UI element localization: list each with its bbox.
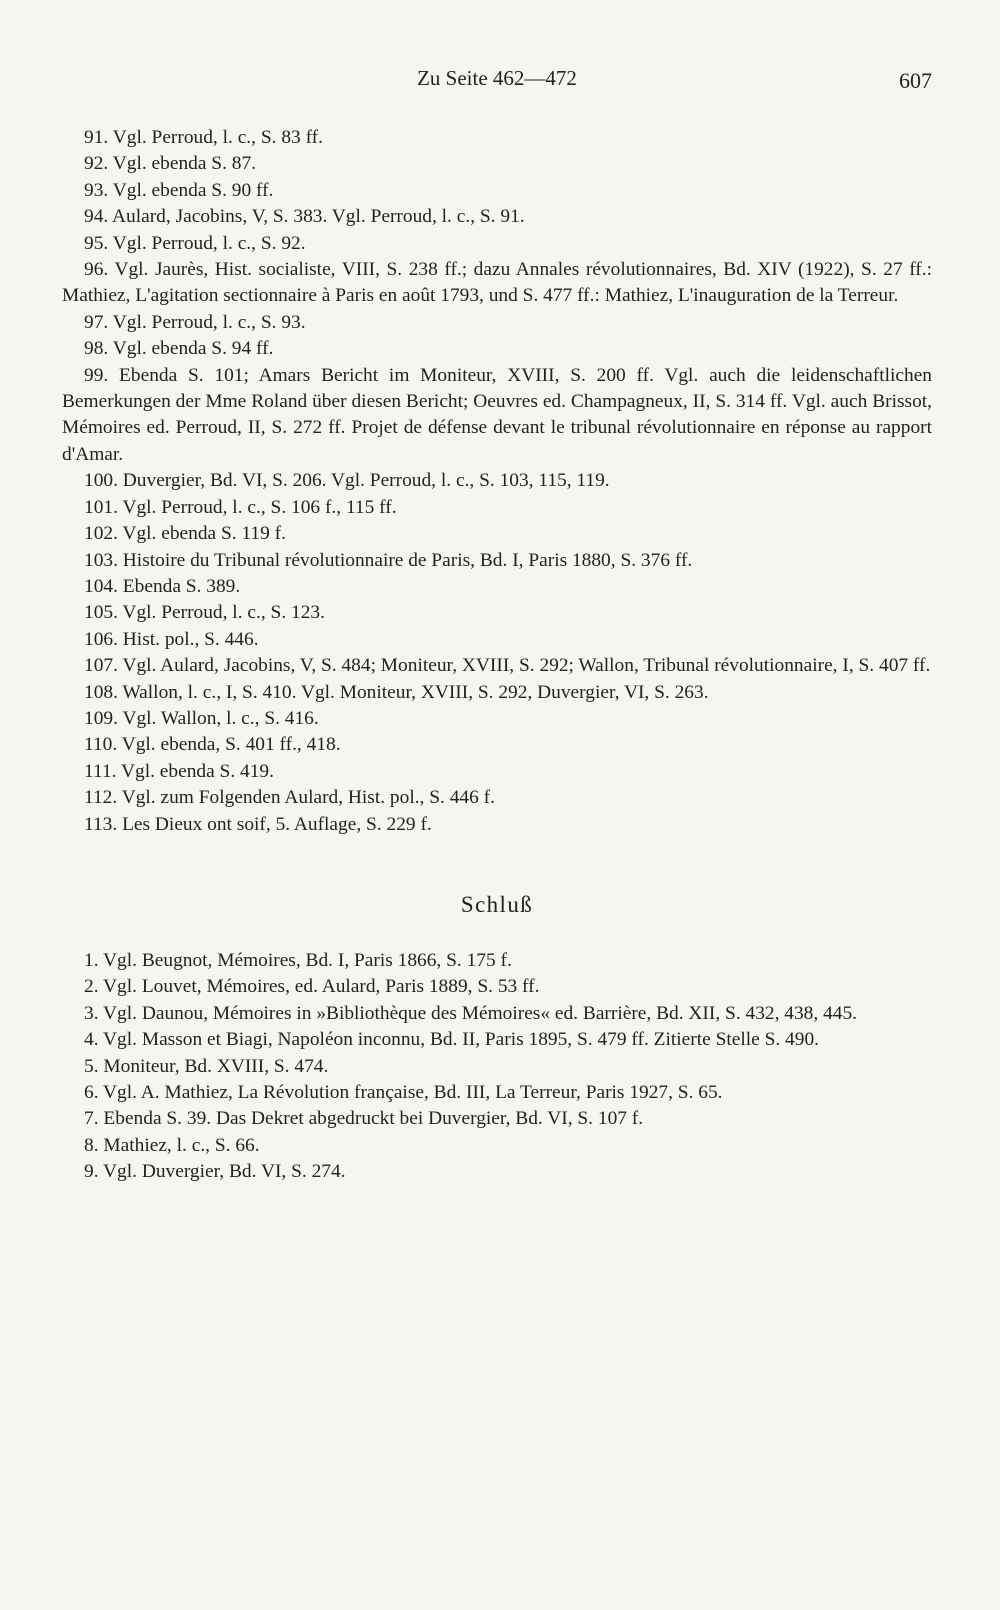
note-item	[62, 548, 932, 574]
note-number: 108.	[84, 681, 118, 703]
note-text: Mathiez, l. c., S. 66.	[103, 1134, 260, 1156]
note-item	[62, 363, 932, 469]
note-number: 9.	[84, 1161, 99, 1183]
note-text: Aulard, Jacobins, V, S. 383. Vgl. Perroud, l. c., S. 91.	[112, 206, 525, 228]
note-item	[62, 1106, 932, 1132]
endnotes	[62, 125, 932, 1186]
note-text: Vgl. ebenda S. 87.	[112, 153, 257, 175]
note-text: Vgl. Daunou, Mémoires in »Bibliothèque des Mémoires« ed. Barrière, Bd. XII, S. 432, 438, 445.	[103, 1002, 858, 1024]
running-head: Zu Seite 462—472	[417, 66, 577, 90]
note-item	[62, 812, 932, 838]
note-text: Vgl. Masson et Biagi, Napoléon inconnu, Bd. II, Paris 1895, S. 479 ff. Zitierte Stelle S. 490.	[103, 1029, 819, 1051]
note-item	[62, 204, 932, 230]
note-number: 111.	[84, 760, 117, 782]
page-header	[62, 66, 932, 96]
note-number: 4.	[84, 1029, 99, 1051]
note-number: 99.	[84, 364, 109, 386]
note-number: 93.	[84, 179, 109, 201]
note-number: 8.	[84, 1134, 99, 1156]
note-number: 98.	[84, 338, 109, 360]
note-item	[62, 1054, 932, 1080]
note-text: Vgl. ebenda S. 90 ff.	[112, 179, 274, 201]
note-number: 97.	[84, 311, 109, 333]
note-text: Vgl. ebenda S. 94 ff.	[112, 338, 274, 360]
note-number: 109.	[84, 707, 118, 729]
note-text: Vgl. Perroud, l. c., S. 123.	[122, 602, 325, 624]
section-title: Schluß	[460, 891, 534, 917]
note-text: Ebenda S. 39. Das Dekret abgedruckt bei Duvergier, Bd. VI, S. 107 f.	[103, 1108, 644, 1130]
note-item	[62, 785, 932, 811]
note-item	[62, 336, 932, 362]
note-number: 110.	[84, 734, 118, 756]
note-item	[62, 759, 932, 785]
note-text: Duvergier, Bd. VI, S. 206. Vgl. Perroud, l. c., S. 103, 115, 119.	[122, 470, 610, 492]
note-number: 101.	[84, 496, 118, 518]
note-text: Vgl. Perroud, l. c., S. 92.	[112, 232, 306, 254]
endnotes-conclusion-list	[62, 948, 932, 1186]
note-number: 105.	[84, 602, 118, 624]
note-item	[62, 257, 932, 310]
note-text: Hist. pol., S. 446.	[122, 628, 259, 650]
note-number: 104.	[84, 575, 118, 597]
note-item	[62, 468, 932, 494]
note-text: Vgl. Beugnot, Mémoires, Bd. I, Paris 1866, S. 175 f.	[103, 949, 512, 971]
note-text: Moniteur, Bd. XVIII, S. 474.	[103, 1055, 329, 1077]
note-number: 112.	[84, 787, 118, 809]
note-item	[62, 1027, 932, 1053]
note-number: 7.	[84, 1108, 99, 1130]
note-number: 92.	[84, 153, 109, 175]
note-item	[62, 627, 932, 653]
note-text: Vgl. Wallon, l. c., S. 416.	[122, 707, 319, 729]
note-item	[62, 653, 932, 679]
note-number: 96.	[84, 259, 109, 281]
note-item	[62, 948, 932, 974]
note-text: Vgl. Perroud, l. c., S. 93.	[112, 311, 306, 333]
note-text: Vgl. Jaurès, Hist. socialiste, VIII, S. 238 ff.; dazu Annales révolutionnaires, Bd. XIV (1922), S. 27 ff.: Mathiez, L'agitation sectionnaire à Paris en août 1793, und S. 477 ff.: Mathiez, L'inauguration de la Terreur.	[62, 259, 932, 307]
note-number: 103.	[84, 549, 118, 571]
note-text: Vgl. ebenda S. 419.	[121, 760, 274, 782]
note-item	[62, 1001, 932, 1027]
note-text: Histoire du Tribunal révolutionnaire de Paris, Bd. I, Paris 1880, S. 376 ff.	[122, 549, 693, 571]
note-text: Ebenda S. 389.	[122, 575, 241, 597]
note-item	[62, 178, 932, 204]
note-item	[62, 680, 932, 706]
page-number: 607	[899, 68, 932, 93]
note-number: 1.	[84, 949, 99, 971]
note-text: Wallon, l. c., I, S. 410. Vgl. Moniteur, XVIII, S. 292, Duvergier, VI, S. 263.	[122, 681, 709, 703]
note-item	[62, 574, 932, 600]
note-text: Vgl. ebenda, S. 401 ff., 418.	[121, 734, 341, 756]
note-text: Vgl. Aulard, Jacobins, V, S. 484; Moniteur, XVIII, S. 292; Wallon, Tribunal révolutionnaire, I, S. 407 ff.	[122, 655, 931, 677]
note-text: Vgl. ebenda S. 119 f.	[122, 523, 286, 545]
note-item	[62, 310, 932, 336]
note-item	[62, 974, 932, 1000]
note-number: 106.	[84, 628, 118, 650]
note-item	[62, 231, 932, 257]
note-text: Vgl. A. Mathiez, La Révolution française, Bd. III, La Terreur, Paris 1927, S. 65.	[103, 1082, 723, 1103]
note-item	[62, 732, 932, 758]
note-text: Vgl. Louvet, Mémoires, ed. Aulard, Paris 1889, S. 53 ff.	[103, 976, 540, 998]
note-text: Vgl. Perroud, l. c., S. 83 ff.	[112, 127, 323, 148]
note-item	[62, 1080, 932, 1106]
note-number: 2.	[84, 976, 99, 998]
note-text: Vgl. Duvergier, Bd. VI, S. 274.	[103, 1161, 346, 1183]
note-text: Les Dieux ont soif, 5. Auflage, S. 229 f.	[122, 813, 432, 835]
note-text: Vgl. Perroud, l. c., S. 106 f., 115 ff.	[122, 496, 397, 518]
note-number: 100.	[84, 470, 118, 492]
note-number: 91.	[84, 127, 109, 148]
note-item	[62, 1133, 932, 1159]
note-number: 107.	[84, 655, 118, 677]
note-number: 6.	[84, 1082, 99, 1103]
note-number: 113.	[84, 813, 118, 835]
note-item	[62, 151, 932, 177]
note-text: Ebenda S. 101; Amars Bericht im Moniteur, XVIII, S. 200 ff. Vgl. auch die leidenschaftlichen Bemerkungen der Mme Roland über diesen Bericht; Oeuvres ed. Champagneux, II, S. 314 ff. Vgl. auch Brissot, Mémoires ed. Perroud, II, S. 272 ff. Projet de défense devant le tribunal révolutionnaire en réponse au rapport d'Amar.	[62, 364, 932, 465]
note-number: 95.	[84, 232, 109, 254]
endnotes-chapter-list	[62, 125, 932, 838]
note-item	[62, 600, 932, 626]
note-item	[62, 521, 932, 547]
note-item	[62, 706, 932, 732]
note-number: 5.	[84, 1055, 99, 1077]
note-number: 102.	[84, 523, 118, 545]
note-item	[62, 125, 932, 151]
note-number: 3.	[84, 1002, 99, 1024]
note-item	[62, 1159, 932, 1185]
note-item	[62, 495, 932, 521]
note-number: 94.	[84, 206, 109, 228]
note-text: Vgl. zum Folgenden Aulard, Hist. pol., S. 446 f.	[121, 787, 495, 809]
